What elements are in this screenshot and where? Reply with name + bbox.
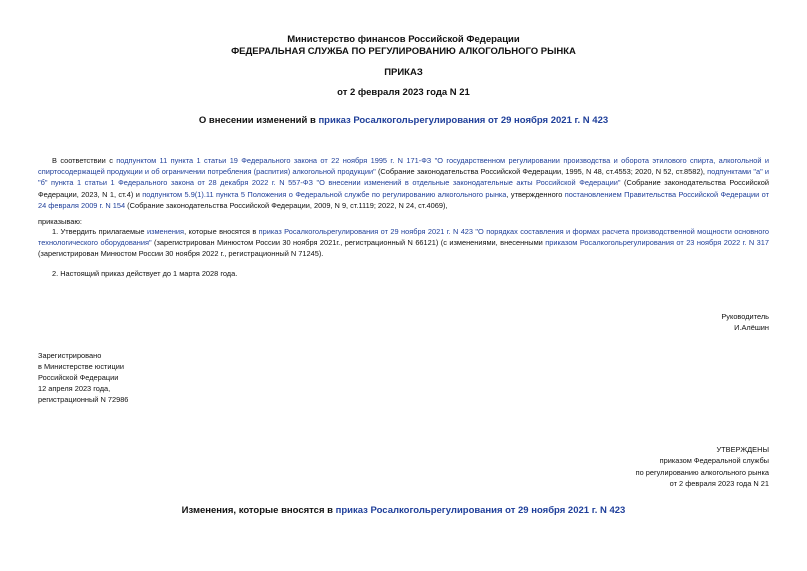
order-item-1 [38, 226, 769, 260]
preamble-link-regulation[interactable]: подпунктом 5.9(1).11 пункта 5 Положения о Федеральной службе по регулированию алкогольного рынка [142, 189, 507, 199]
preamble-paragraph [38, 155, 769, 211]
signature-block [721, 311, 769, 333]
preamble-text-3: (Собрание законодательства Российской Федерации, 2023, N 1, ст.4) и [38, 178, 769, 199]
item1-text-2: , которые вносятся в [184, 227, 259, 236]
approval-block [636, 444, 769, 489]
signature-name: И.Алёшин [734, 323, 769, 332]
order-item-2: 2. Настоящий приказ действует до 1 марта 2028 года. [52, 269, 238, 278]
changes-title [0, 505, 807, 516]
item1-text-1: 1. Утвердить прилагаемые [52, 227, 147, 236]
preamble-text-1: В соответствии с [52, 156, 117, 165]
title-prefix: О внесении изменений в [198, 115, 319, 126]
preamble-text-5: (Собрание законодательства Российской Федерации, 2009, N 9, ст.1119; 2022, N 24, ст.4069), [125, 200, 448, 210]
approval-line-1: УТВЕРЖДЕНЫ [716, 445, 769, 454]
orders-word: приказываю: [38, 217, 82, 226]
registration-block [38, 350, 128, 405]
changes-title-link[interactable]: приказ Росалкогольрегулирования от 29 ноября 2021 г. N 423 [335, 505, 626, 516]
preamble-link-law-557[interactable]: подпунктами "а" и "б" пункта 1 статьи 1 Федерального закона от 28 декабря 2022 г. N 557-ФЗ "О внесении изменений в отдельные законодательные акты Российской Федерации" [38, 167, 770, 188]
preamble-link-law-171[interactable]: подпунктом 11 пункта 1 статьи 19 Федерального закона от 22 ноября 1995 г. N 171-ФЗ "О государственном регулировании производства и оборота этилового спирта, алкогольной и спиртосодержащей продукции и об ограничении потребления (распития) алкогольной продукции" [38, 156, 769, 177]
doc-date-number: от 2 февраля 2023 года N 21 [337, 87, 470, 98]
registration-line-3: Российской Федерации [38, 373, 119, 382]
signature-position: Руководитель [721, 312, 769, 321]
registration-line-4: 12 апреля 2023 года, [38, 384, 111, 393]
item1-text-3: (зарегистрирован Минюстом России 30 ноября 2021г., регистрационный N 66121) (с изменениями, внесенными [151, 238, 546, 248]
title-link[interactable]: приказ Росалкогольрегулирования от 29 ноября 2021 г. N 423 [318, 115, 609, 126]
item1-link-changes[interactable]: изменения [146, 227, 185, 236]
service-heading: ФЕДЕРАЛЬНАЯ СЛУЖБА ПО РЕГУЛИРОВАНИЮ АЛКОГОЛЬНОГО РЫНКА [231, 46, 576, 57]
registration-line-1: Зарегистрировано [38, 351, 102, 360]
ministry-heading: Министерство финансов Российской Федерации [287, 34, 520, 45]
preamble-text-4: , утвержденного [506, 189, 565, 199]
approval-line-3: по регулированию алкогольного рынка [635, 467, 769, 477]
approval-line-2: приказом Федеральной службы [659, 456, 769, 466]
doc-type-heading: ПРИКАЗ [384, 67, 423, 78]
preamble-link-decree-154[interactable]: постановлением Правительства Российской Федерации от 24 февраля 2009 г. N 154 [38, 189, 769, 210]
registration-line-2: в Министерстве юстиции [38, 362, 125, 371]
item1-link-order-423[interactable]: приказ Росалкогольрегулирования от 29 ноября 2021 г. N 423 "О порядках составления и формах расчета производственной мощности основного технологического оборудования" [38, 227, 769, 248]
page-title [0, 115, 807, 126]
approval-line-4: от 2 февраля 2023 года N 21 [669, 478, 769, 488]
preamble-text-2: (Собрание законодательства Российской Федерации, 1995, N 48, ст.4553; 2020, N 52, ст.8582), [375, 167, 708, 177]
changes-title-prefix: Изменения, которые вносятся в [181, 505, 336, 516]
item1-link-order-317[interactable]: приказом Росалкогольрегулирования от 23 ноября 2022 г. N 317 [545, 238, 769, 248]
registration-line-5: регистрационный N 72986 [38, 395, 129, 404]
item1-text-4: (зарегистрирован Минюстом России 30 ноября 2022 г., регистрационный N 71245). [38, 249, 324, 259]
